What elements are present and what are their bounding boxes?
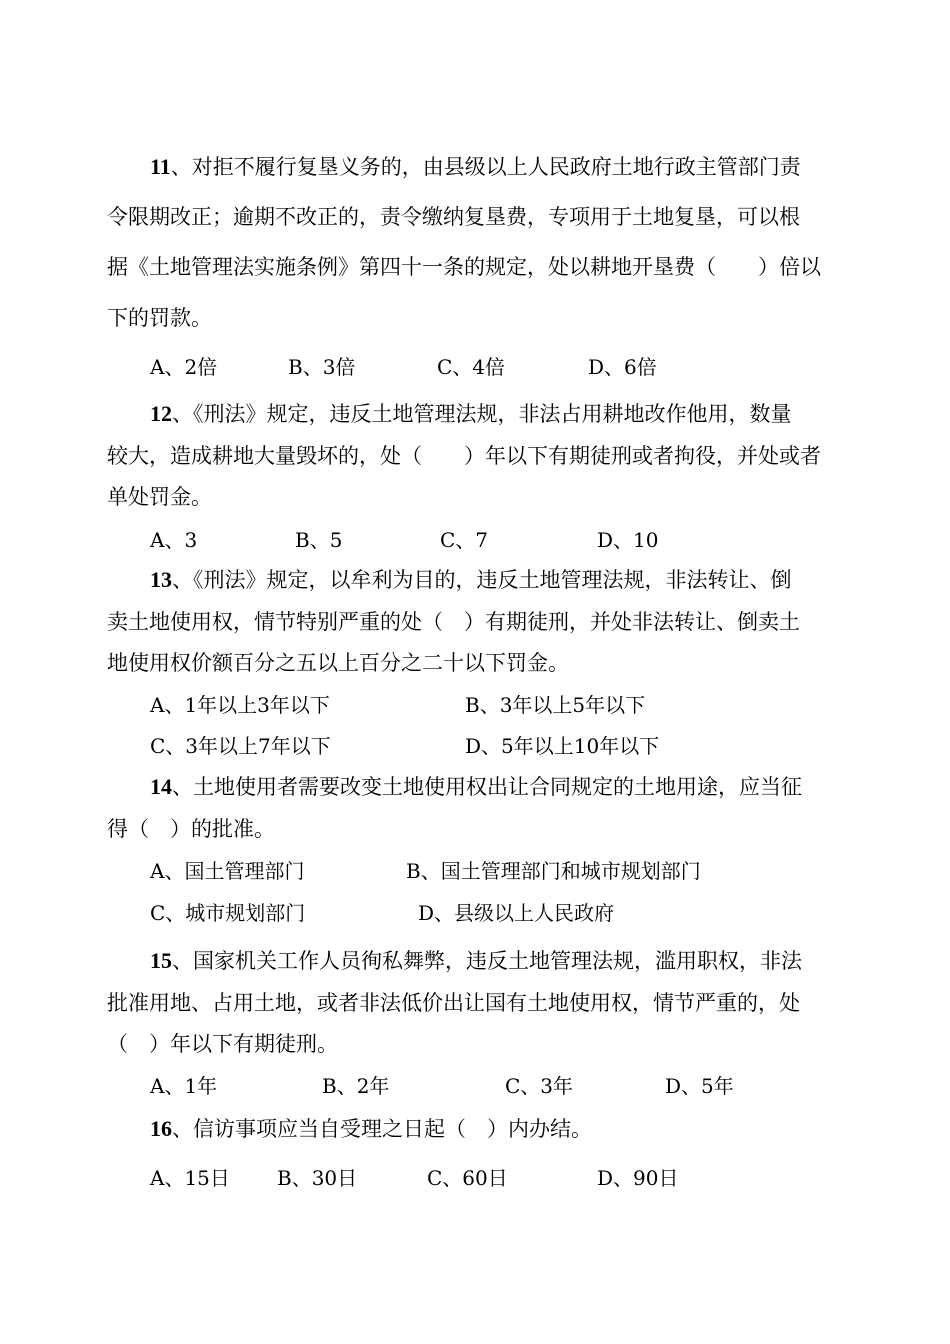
question-stem-line: 下的罚款。 — [107, 306, 212, 330]
option-b: B、30日 — [277, 1166, 358, 1190]
option-d: D、县级以上人民政府 — [418, 901, 615, 925]
question-number: 15 — [150, 948, 172, 973]
option-a: A、15日 — [150, 1166, 230, 1190]
option-a: A、1年以上3年以下 — [150, 693, 330, 717]
option-a: A、3 — [150, 528, 198, 552]
question-stem-line: 15、国家机关工作人员徇私舞弊，违反土地管理法规，滥用职权，非法 — [150, 948, 802, 973]
option-b: B、3年以上5年以下 — [465, 693, 646, 717]
option-a: A、国土管理部门 — [150, 859, 305, 883]
question-stem-line: 卖土地使用权，情节特别严重的处（ ）有期徒刑，并处非法转让、倒卖土 — [107, 610, 800, 634]
question-stem-line: 令限期改正；逾期不改正的，责令缴纳复垦费，专项用于土地复垦，可以根 — [107, 205, 800, 229]
question-number: 12 — [150, 401, 172, 426]
question-number: 16 — [150, 1116, 172, 1141]
question-number: 14 — [150, 774, 172, 799]
option-d: D、10 — [597, 528, 659, 552]
option-b: B、5 — [295, 528, 343, 552]
option-b: B、3倍 — [288, 355, 356, 379]
option-d: D、5年以上10年以下 — [465, 734, 660, 758]
option-b: B、2年 — [322, 1074, 390, 1098]
option-c: C、4倍 — [437, 355, 506, 379]
option-d: D、6倍 — [588, 355, 657, 379]
option-c: C、60日 — [427, 1166, 508, 1190]
option-c: C、3年 — [505, 1074, 574, 1098]
option-c: C、城市规划部门 — [150, 901, 306, 925]
question-stem-line: 较大，造成耕地大量毁坏的，处（ ）年以下有期徒刑或者拘役，并处或者 — [107, 444, 821, 468]
question-stem-line: 14、土地使用者需要改变土地使用权出让合同规定的土地用途，应当征 — [150, 774, 802, 799]
question-stem-line: 13、《刑法》规定，以牟利为目的，违反土地管理法规，非法转让、倒 — [150, 567, 792, 592]
question-stem-line: 地使用权价额百分之五以上百分之二十以下罚金。 — [107, 651, 569, 675]
question-stem-line: 批准用地、占用土地，或者非法低价出让国有土地使用权，情节严重的，处 — [107, 991, 800, 1015]
question-number: 11 — [150, 154, 171, 179]
question-number: 13 — [150, 567, 172, 592]
option-a: A、1年 — [150, 1074, 218, 1098]
option-d: D、5年 — [665, 1074, 734, 1098]
option-c: C、7 — [440, 528, 489, 552]
question-stem-line: 据《土地管理法实施条例》第四十一条的规定，处以耕地开垦费（ ）倍以 — [107, 255, 821, 279]
question-stem-line: 12、《刑法》规定，违反土地管理法规，非法占用耕地改作他用，数量 — [150, 401, 792, 426]
question-stem-line: 单处罚金。 — [107, 485, 212, 509]
question-stem-line: （ ）年以下有期徒刑。 — [107, 1032, 338, 1056]
question-stem-line: 得（ ）的批准。 — [107, 817, 275, 841]
option-c: C、3年以上7年以下 — [150, 734, 331, 758]
question-stem-line: 16、信访事项应当自受理之日起（ ）内办结。 — [150, 1116, 592, 1141]
question-stem-line: 11、对拒不履行复垦义务的，由县级以上人民政府土地行政主管部门责 — [150, 154, 801, 179]
option-b: B、国土管理部门和城市规划部门 — [406, 859, 701, 883]
option-d: D、90日 — [597, 1166, 679, 1190]
option-a: A、2倍 — [150, 355, 218, 379]
